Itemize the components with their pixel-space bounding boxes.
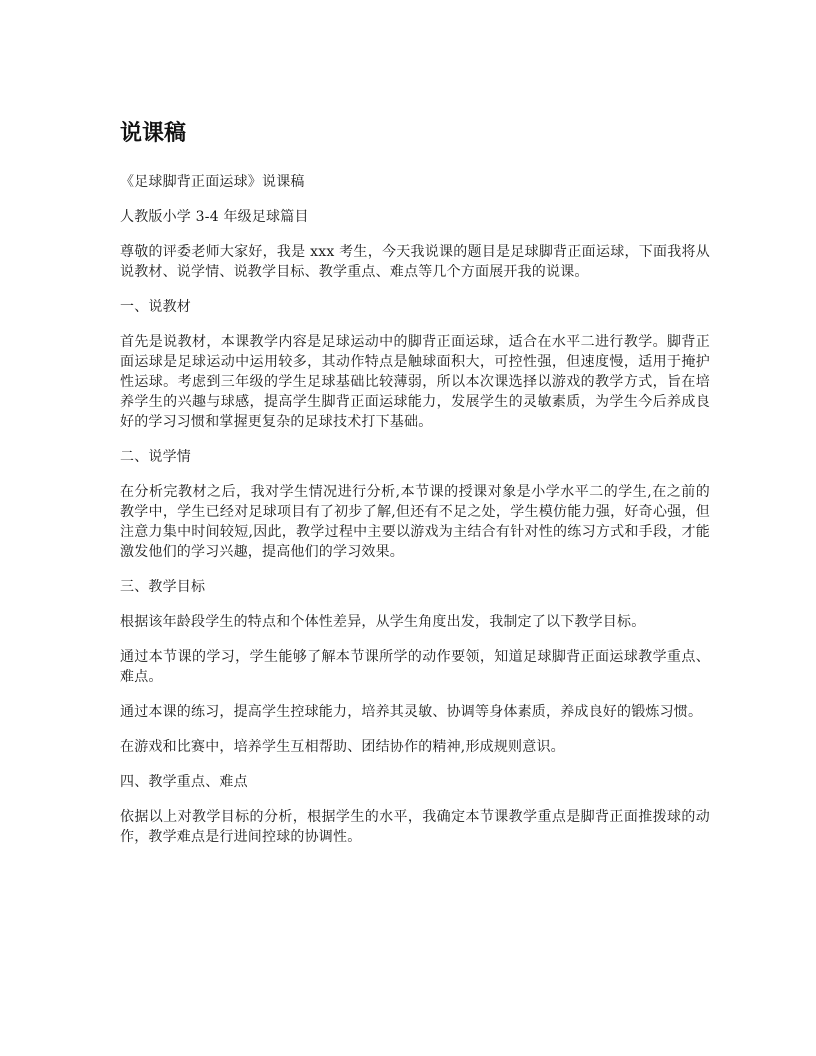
textbook-info: 人教版小学 3-4 年级足球篇目: [120, 209, 309, 225]
intro-paragraph: 尊敬的评委老师大家好，我是 xxx 考生，今天我说课的题目是足球脚背正面运球，下面我将从说教材、说学情、说教学目标、教学重点、难点等几个方面展开我的说课。: [120, 244, 710, 280]
textbook-paragraph: 首先是说教材，本课教学内容是足球运动中的脚背正面运球，适合在水平二进行教学。脚背正面运球是足球运动中运用较多，其动作特点是触球面积大，可控性强，但速度慢，适用于掩护性运球。考虑到三年级的学生足球基础比较薄弱，所以本次课选择以游戏的教学方式，旨在培养学生的兴趣与球感，提高学生脚背正面运球能力，发展学生的灵敏素质，为学生今后养成良好的学习习惯和掌握更复杂的足球技术打下基础。: [120, 334, 710, 430]
document-title: 说课稿: [120, 121, 187, 146]
section-heading-students: 二、说学情: [120, 449, 191, 465]
lesson-title: 《足球脚背正面运球》说课稿: [120, 174, 305, 190]
key-points-paragraph: 依据以上对教学目标的分析，根据学生的水平，我确定本节课教学重点是脚背正面推拨球的动作，教学难点是行进间控球的协调性。: [120, 809, 710, 845]
section-heading-key-points: 四、教学重点、难点: [120, 774, 248, 790]
objectives-intro: 根据该年龄段学生的特点和个体性差异，从学生角度出发，我制定了以下教学目标。: [120, 614, 646, 630]
objective-item-1: 通过本节课的学习，学生能够了解本节课所学的动作要领，知道足球脚背正面运球教学重点、难点。: [120, 649, 710, 685]
objective-item-3: 在游戏和比赛中，培养学生互相帮助、团结协作的精神,形成规则意识。: [120, 739, 565, 755]
document-page: [120, 118, 710, 862]
objective-item-2: 通过本课的练习，提高学生控球能力，培养其灵敏、协调等身体素质，养成良好的锻炼习惯。: [120, 704, 703, 720]
section-heading-objectives: 三、教学目标: [120, 579, 206, 595]
students-paragraph: 在分析完教材之后，我对学生情况进行分析,本节课的授课对象是小学水平二的学生,在之前的教学中，学生已经对足球项目有了初步了解,但还有不足之处，学生模仿能力强，好奇心强，但注意力集中时间较短,因此，教学过程中主要以游戏为主结合有针对性的练习方式和手段，才能激发他们的学习兴趣，提高他们的学习效果。: [120, 484, 710, 560]
section-heading-textbook: 一、说教材: [120, 299, 191, 315]
